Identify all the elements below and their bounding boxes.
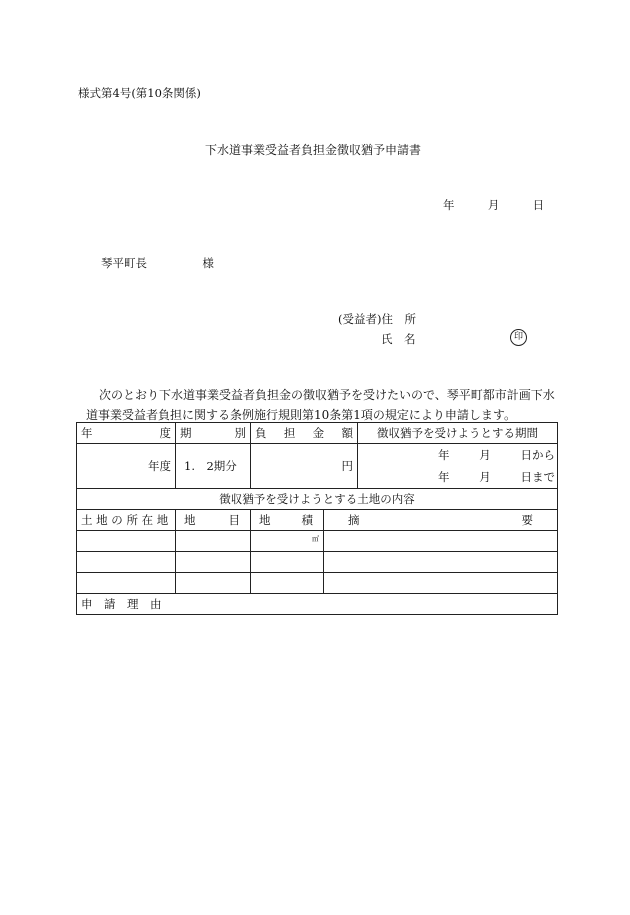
amount-cell[interactable]: 円 [251, 444, 358, 489]
applicant-name-label: 氏 名 [381, 332, 416, 346]
applicant-address-label: (受益者)住 所 [338, 312, 416, 326]
period-cell[interactable] [358, 444, 558, 489]
reason-row [77, 594, 558, 615]
land-summary-cell[interactable] [324, 552, 558, 573]
installment-cell[interactable]: 1. 2期分 [176, 444, 251, 489]
land-summary-cell[interactable] [324, 531, 558, 552]
period-from: 年 月 日から [438, 448, 555, 462]
land-category-cell[interactable] [176, 573, 251, 594]
land-category-cell[interactable] [176, 531, 251, 552]
date-year: 年 [443, 198, 455, 212]
statement-line-1: 次のとおり下水道事業受益者負担金の徴収猶予を受けたいので、琴平町都市計画下水 [99, 388, 555, 402]
addressee-name: 琴平町長 [101, 256, 147, 270]
header-area: 地 積 [251, 510, 324, 531]
application-table [76, 422, 558, 615]
table-header-row [77, 423, 558, 444]
header-fiscal-year: 年 度 [77, 423, 176, 444]
application-statement [86, 385, 556, 425]
land-row [77, 531, 558, 552]
header-amount: 負 担 金 額 [251, 423, 358, 444]
land-section-row [77, 489, 558, 510]
land-area-cell[interactable] [251, 552, 324, 573]
date-line [443, 197, 544, 213]
header-period: 徴収猶予を受けようとする期間 [358, 423, 558, 444]
land-category-cell[interactable] [176, 552, 251, 573]
header-location: 土 地 の 所 在 地 [77, 510, 176, 531]
addressee [101, 255, 214, 271]
land-section-title: 徴収猶予を受けようとする土地の内容 [77, 489, 558, 510]
addressee-honorific: 様 [202, 256, 214, 270]
date-month: 月 [487, 198, 500, 212]
land-area-cell[interactable] [251, 531, 324, 552]
reason-label: 申 請 理 由 [81, 597, 162, 611]
form-number: 様式第4号(第10条関係) [78, 86, 201, 100]
fiscal-year-cell[interactable]: 年度 [77, 444, 176, 489]
seal-mark: 印 [510, 329, 527, 346]
land-header-row [77, 510, 558, 531]
header-installment: 期 別 [176, 423, 251, 444]
reason-cell[interactable] [77, 594, 558, 615]
period-to: 年 月 日まで [438, 470, 555, 484]
land-location-cell[interactable] [77, 552, 176, 573]
document-title: 下水道事業受益者負担金徴収猶予申請書 [205, 143, 422, 157]
header-category: 地 目 [176, 510, 251, 531]
land-location-cell[interactable] [77, 573, 176, 594]
area-unit: ㎡ [312, 534, 319, 543]
land-location-cell[interactable] [77, 531, 176, 552]
statement-line-2: 道事業受益者負担に関する条例施行規則第10条第1項の規定により申請します。 [86, 408, 516, 422]
land-row [77, 573, 558, 594]
amount-row [77, 444, 558, 489]
header-summary: 摘 要 [324, 510, 558, 531]
land-summary-cell[interactable] [324, 573, 558, 594]
land-row [77, 552, 558, 573]
land-area-cell[interactable] [251, 573, 324, 594]
date-day: 日 [532, 198, 545, 212]
